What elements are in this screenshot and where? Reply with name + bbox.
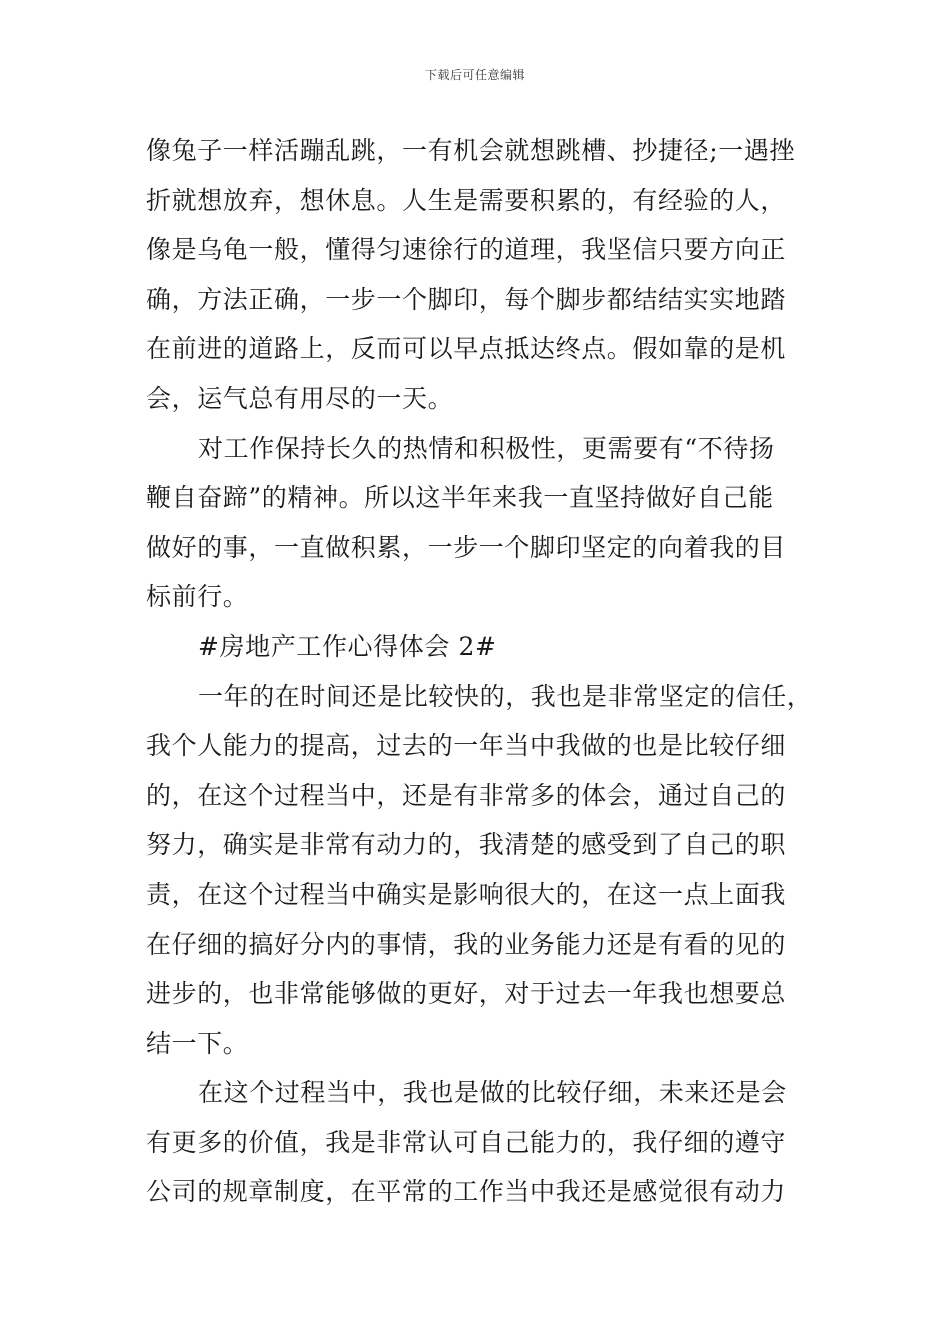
section-heading: #房地产工作心得体会 2# xyxy=(198,631,497,661)
text-line: 努力，确实是非常有动力的，我清楚的感受到了自己的职 xyxy=(146,830,787,860)
text-line: 在仔细的搞好分内的事情，我的业务能力还是有看的见的 xyxy=(146,929,787,959)
text-line: 公司的规章制度，在平常的工作当中我还是感觉很有动力 xyxy=(146,1177,787,1207)
header-note: 下载后可任意编辑 xyxy=(424,68,525,82)
paragraph-start-line: 对工作保持长久的热情和积极性，更需要有“不待扬 xyxy=(198,433,775,463)
text-line: 折就想放弃，想休息。人生是需要积累的，有经验的人， xyxy=(146,185,787,215)
text-line: 像是乌龟一般，懂得匀速徐行的道理，我坚信只要方向正 xyxy=(146,235,787,265)
text-line: 有更多的价值，我是非常认可自己能力的，我仔细的遵守 xyxy=(146,1127,787,1157)
text-line: 做好的事，一直做积累，一步一个脚印坚定的向着我的目 xyxy=(146,532,787,562)
paragraph-start-line: 一年的在时间还是比较快的，我也是非常坚定的信任， xyxy=(198,681,813,711)
paragraph-start-line: 在这个过程当中，我也是做的比较仔细，未来还是会 xyxy=(198,1078,787,1108)
text-line: 标前行。 xyxy=(146,582,249,612)
text-line: 我个人能力的提高，过去的一年当中我做的也是比较仔细 xyxy=(146,731,787,761)
text-line: 像兔子一样活蹦乱跳，一有机会就想跳槽、抄捷径;一遇挫 xyxy=(146,136,796,165)
text-line: 进步的，也非常能够做的更好，对于过去一年我也想要总 xyxy=(146,979,787,1009)
text-line: 责，在这个过程当中确实是影响很大的，在这一点上面我 xyxy=(146,879,787,909)
text-line: 结一下。 xyxy=(146,1028,249,1058)
text-line: 的，在这个过程当中，还是有非常多的体会，通过自己的 xyxy=(146,780,787,810)
text-line: 会，运气总有用尽的一天。 xyxy=(146,383,454,413)
text-line: 确，方法正确，一步一个脚印，每个脚步都结结实实地踏 xyxy=(146,284,787,314)
text-line: 在前进的道路上，反而可以早点抵达终点。假如靠的是机 xyxy=(146,334,787,364)
document-body xyxy=(146,126,836,1217)
text-line: 鞭自奋蹄”的精神。所以这半年来我一直坚持做好自己能 xyxy=(146,483,774,513)
